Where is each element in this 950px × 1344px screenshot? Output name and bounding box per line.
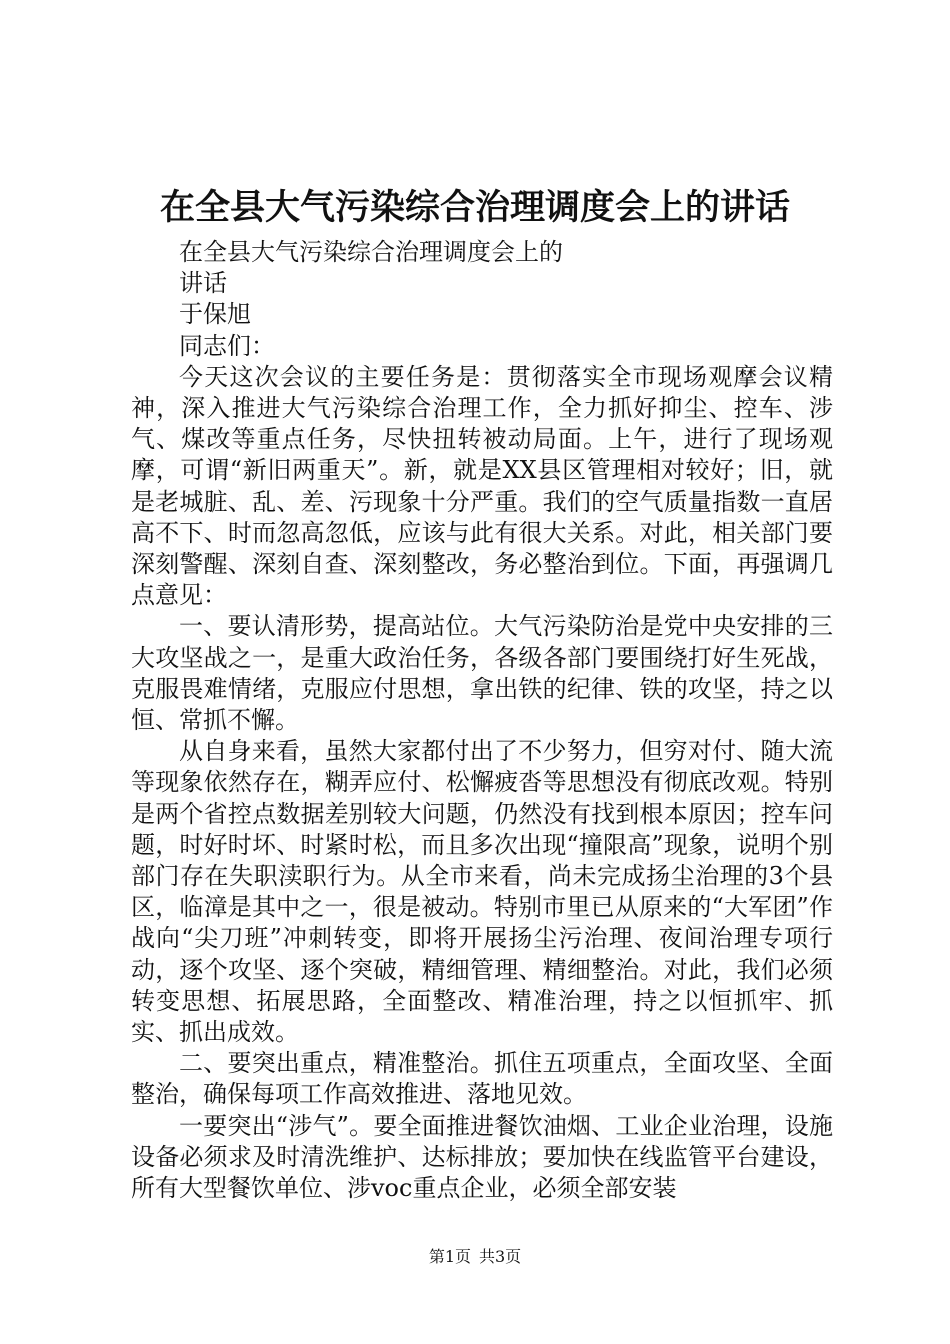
- paragraph-salutation: 同志们：: [179, 331, 275, 360]
- paragraph-heading-line-2: 讲话: [179, 269, 227, 298]
- paragraph-author: 于保旭: [179, 300, 251, 329]
- paragraph-heading-line-1: 在全县大气污染综合治理调度会上的: [179, 238, 563, 266]
- page-footer: [0, 1246, 950, 1268]
- paragraph-intro: 今天这次会议的主要任务是：贯彻落实全市现场观摩会议精神，深入推进大气污染综合治理工作，全力抓好抑尘、控车、涉气、煤改等重点任务，尽快扭转被动局面。上午，进行了现场观摩，可谓“新旧两重天”。新，就是XX县区管理相对较好；旧，就是老城脏、乱、差、污现象十分严重。我们的空气质量指数一直居高不下、时而忽高忽低，应该与此有很大关系。对此，相关部门要深刻警醒、深刻自查、深刻整改，务必整治到位。下面，再强调几点意见：: [131, 362, 833, 610]
- paragraph-section-1: 一、要认清形势，提高站位。大气污染防治是党中央安排的三大攻坚战之一，是重大政治任务，各级各部门要围绕打好生死战，克服畏难情绪，克服应付思想，拿出铁的纪律、铁的攻坚，持之以恒、常抓不懈。: [131, 612, 833, 735]
- document-body: [131, 237, 833, 1204]
- paragraph-section-2: 二、要突出重点，精准整治。抓住五项重点，全面攻坚、全面整治，确保每项工作高效推进、落地见效。: [131, 1049, 833, 1109]
- paragraph-key-point-1: 一要突出“涉气”。要全面推进餐饮油烟、工业企业治理，设施设备必须求及时清洗维护、达标排放；要加快在线监管平台建设，所有大型餐饮单位、涉voc重点企业，必须全部安装: [131, 1111, 833, 1203]
- document-title: 在全县大气污染综合治理调度会上的讲话: [159, 187, 790, 228]
- page-total: 共3页: [479, 1247, 522, 1266]
- paragraph-self-assessment: 从自身来看，虽然大家都付出了不少努力，但穷对付、随大流等现象依然存在，糊弄应付、松懈疲沓等思想没有彻底改观。特别是两个省控点数据差别较大问题，仍然没有找到根本原因；控车问题，时好时坏、时紧时松，而且多次出现“撞限高”现象，说明个别部门存在失职渎职行为。从全市来看，尚未完成扬尘治理的3个县区，临漳是其中之一，很是被动。特别市里已从原来的“大军团”作战向“尖刀班”冲刺转变，即将开展扬尘污治理、夜间治理专项行动，逐个攻坚、逐个突破，精细管理、精细整治。对此，我们必须转变思想、拓展思路，全面整改、精准治理，持之以恒抓牢、抓实、抓出成效。: [131, 737, 833, 1047]
- page-number: 第1页: [428, 1247, 471, 1266]
